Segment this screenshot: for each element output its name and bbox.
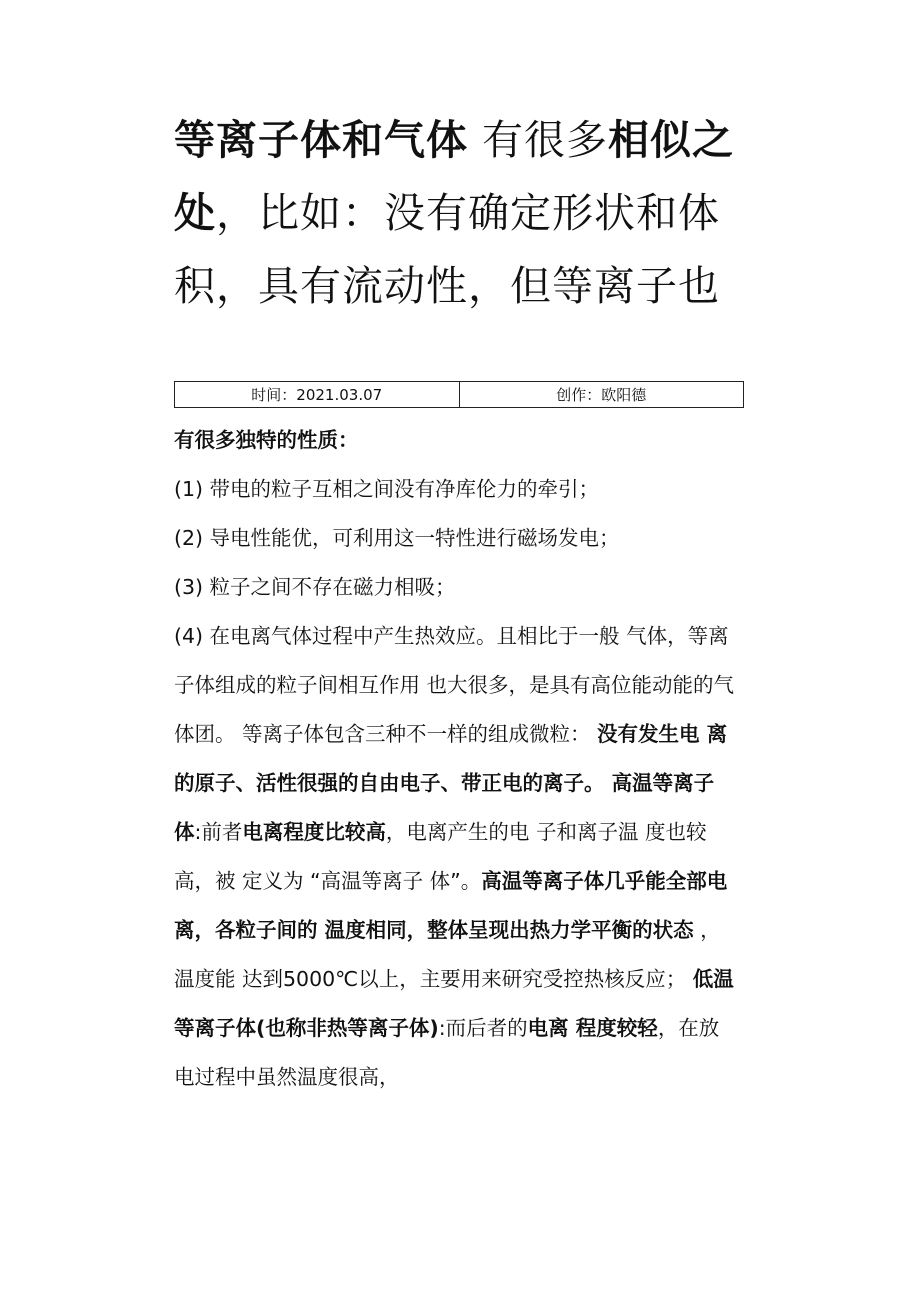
text-run: ，温度能 达到5000℃以上，主要用来研究受控热核反应；	[174, 918, 721, 991]
text-run: :前者	[194, 820, 243, 844]
meta-time-cell: 时间：2021.03.07	[251, 386, 383, 404]
paragraph-item-4	[174, 612, 736, 1102]
bold-run: 没有发生电 离的原子、活性很强的自由电子、带正电的离子。 高温等离子体	[174, 722, 728, 844]
bold-run: 电离程度比较高	[242, 820, 386, 844]
title-bold-part: 相似之处	[174, 116, 735, 237]
list-item: (1) 带电的粒子互相之间没有净库伦力的牵引；	[174, 477, 600, 501]
text-run: :而后者的	[438, 1016, 528, 1040]
meta-author-cell: 创作：欧阳德	[459, 382, 744, 407]
section-heading	[174, 416, 736, 465]
bold-run: 电离 程度较轻	[527, 1016, 658, 1040]
text-run: (4) 在电离气体过程中产生热效应。且相比于一般 气体，等离子体组成的粒子间相互作用 也大很多，是具有高位能动能的气体团。 等离子体包含三种不一样的组成微粒：	[174, 624, 735, 746]
section-heading-text: 有很多独特的性质：	[174, 428, 359, 452]
document-title	[174, 104, 746, 323]
title-bold-part: 等离子体和气体	[174, 116, 468, 164]
text-run: ，电离产生的电 子和离子温 度也较高，被 定义为 “高温等离子 体”。	[174, 820, 707, 893]
list-item: (3) 粒子之间不存在磁力相吸；	[174, 575, 456, 599]
text-run: ，在放电过程中虽然温度很高，	[174, 1016, 720, 1089]
meta-table	[174, 381, 744, 408]
title-text-part: 有很多	[468, 116, 609, 164]
bold-run: 高温等离子体几乎能全部电离，各粒子间的 温度相同，整体呈现出热力学平衡的状态	[174, 869, 728, 942]
list-item: (2) 导电性能优，可利用这一特性进行磁场发电；	[174, 526, 620, 550]
title-text-part: ，比如：没有确定形状和体积，具有流动性，但等离子也	[174, 189, 720, 310]
document-body	[174, 416, 736, 1102]
bold-run: 低温等离子体(也称非热等离子体)	[174, 967, 734, 1040]
